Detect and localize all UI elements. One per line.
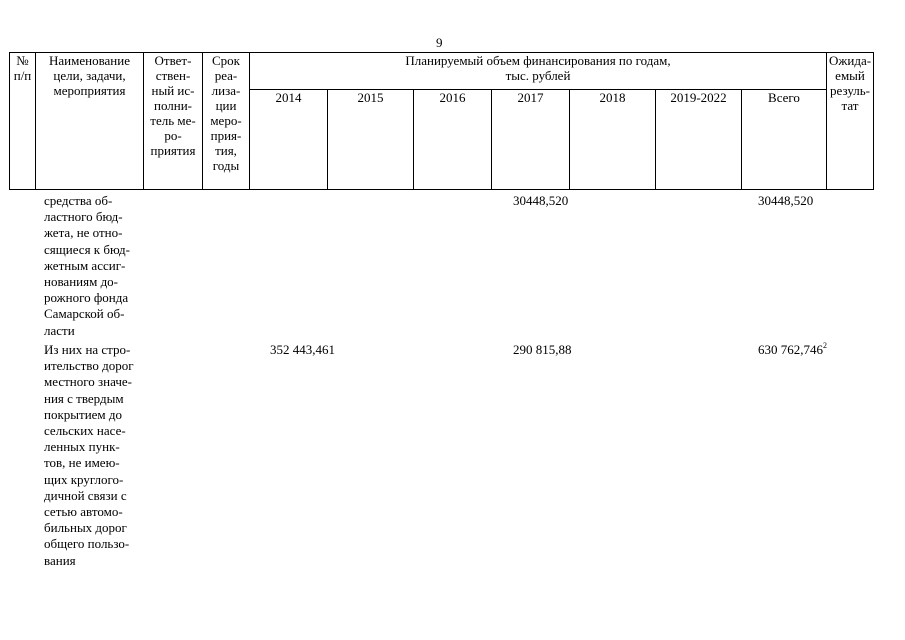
year-header-2018: 2018 <box>570 90 656 190</box>
year-header-2017: 2017 <box>492 90 570 190</box>
row-1-name: средства об- ластного бюд- жета, не отно- сящиеся к бюд- жетным ассиг- нованиям до- рожного фонда Самарской об- ласти <box>44 193 130 338</box>
row-1-value-2017: 30448,520 <box>513 193 569 208</box>
row-1-value-total: 30448,520 <box>758 193 814 208</box>
row-2-value-total-cell <box>758 342 827 358</box>
column-name-header: Наименование цели, задачи, мероприятия <box>36 53 144 190</box>
year-header-2015: 2015 <box>328 90 414 190</box>
row-2-value-2017: 290 815,88 <box>513 342 572 357</box>
year-header-2019-2022: 2019-2022 <box>656 90 742 190</box>
column-result-header: Ожида- емый резуль- тат <box>827 53 874 190</box>
page-number: 9 <box>436 35 443 50</box>
column-responsible-header: Ответ- ствен- ный ис- полни- тель ме- ро- приятия <box>144 53 203 190</box>
year-header-total: Всего <box>742 90 827 190</box>
row-2-name: Из них на стро- ительство дорог местного значе- ния с твердым покрытием до сельских насе- ленных пунк- тов, не имею- щих круглого- дичной связи с сетью автомо- бильных дорог общего пользо- вания <box>44 342 134 568</box>
row-2-value-total: 630 762,746 <box>758 342 823 357</box>
year-header-2016: 2016 <box>414 90 492 190</box>
row-2-total-footnote: 2 <box>823 341 827 350</box>
row-2-value-2014: 352 443,461 <box>270 342 335 357</box>
column-period-header: Срок реа- лиза- ции меро- прия- тия, годы <box>203 53 250 190</box>
column-number-header: № п/п <box>10 53 36 190</box>
year-header-2014: 2014 <box>250 90 328 190</box>
column-finance-header: Планируемый объем финансирования по годам, тыс. рублей <box>250 53 827 90</box>
header-table <box>9 52 874 190</box>
